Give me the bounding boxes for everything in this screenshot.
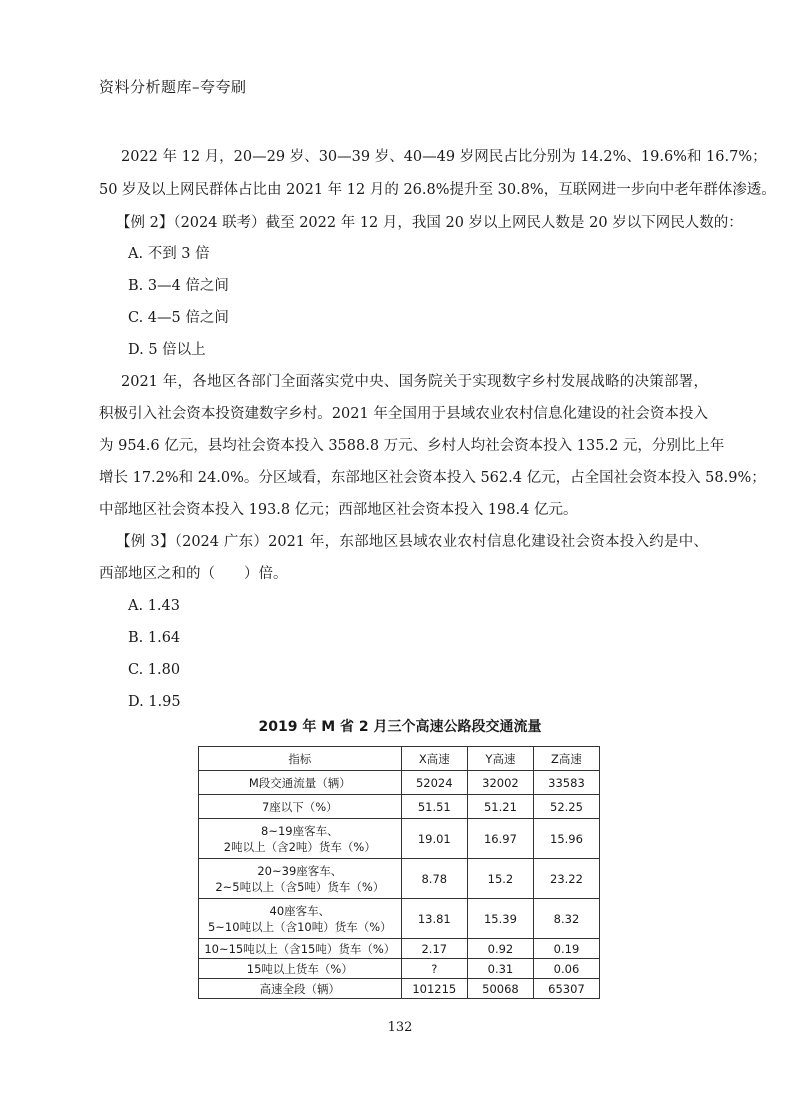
table-row-label-line: 2~5吨以上（含5吨）货车（%） bbox=[215, 879, 385, 894]
table-cell-x: 19.01 bbox=[401, 819, 467, 859]
traffic-flow-table bbox=[198, 746, 600, 999]
example3-option-a: A. 1.43 bbox=[128, 598, 180, 614]
table-cell-y: 0.31 bbox=[467, 959, 533, 979]
example2-option-a: A. 不到 3 倍 bbox=[128, 246, 210, 262]
table-cell-y: 15.39 bbox=[467, 899, 533, 939]
table-row-label bbox=[199, 859, 402, 899]
example2-option-d: D. 5 倍以上 bbox=[128, 342, 206, 358]
table-cell-z: 33583 bbox=[533, 771, 599, 795]
example2-option-b: B. 3—4 倍之间 bbox=[128, 278, 229, 294]
table-cell-x: 52024 bbox=[401, 771, 467, 795]
table-header-cell: Z高速 bbox=[533, 747, 599, 771]
passage2-line2: 积极引入社会资本投资建数字乡村。2021 年全国用于县域农业农村信息化建设的社会资本投入 bbox=[99, 406, 708, 422]
table-row-label: 7座以下（%） bbox=[199, 795, 402, 819]
table-row bbox=[199, 819, 600, 859]
table-row-label-line: 2吨以上（含2吨）货车（%） bbox=[223, 839, 376, 854]
example3-option-d: D. 1.95 bbox=[128, 694, 181, 710]
passage1-line1: 2022 年 12 月，20—29 岁、30—39 岁、40—49 岁网民占比分别为 14.2%、19.6%和 16.7%； bbox=[121, 149, 767, 165]
table-row bbox=[199, 771, 600, 795]
table-row-label bbox=[199, 819, 402, 859]
table-header-cell: 指标 bbox=[199, 747, 402, 771]
passage2-line3: 为 954.6 亿元，县均社会资本投入 3588.8 万元、乡村人均社会资本投入 135.2 元，分别比上年 bbox=[99, 438, 725, 454]
table-cell-x: 51.51 bbox=[401, 795, 467, 819]
table-cell-z: 8.32 bbox=[533, 899, 599, 939]
table-row-label: M段交通流量（辆） bbox=[199, 771, 402, 795]
table-row-label: 15吨以上货车（%） bbox=[199, 959, 402, 979]
table-cell-y: 15.2 bbox=[467, 859, 533, 899]
table-cell-x: ? bbox=[401, 959, 467, 979]
table-row bbox=[199, 939, 600, 959]
table-header-row bbox=[199, 747, 600, 771]
table-row-label bbox=[199, 899, 402, 939]
table-cell-y: 16.97 bbox=[467, 819, 533, 859]
table-cell-y: 0.92 bbox=[467, 939, 533, 959]
example3-option-c: C. 1.80 bbox=[128, 662, 181, 678]
example3-question-line1: 【例 3】（2024 广东）2021 年，东部地区县域农业农村信息化建设社会资本投入约是中、 bbox=[116, 534, 708, 550]
table-cell-y: 50068 bbox=[467, 979, 533, 999]
table-cell-x: 101215 bbox=[401, 979, 467, 999]
table-cell-z: 0.06 bbox=[533, 959, 599, 979]
table-cell-x: 13.81 bbox=[401, 899, 467, 939]
table-row bbox=[199, 979, 600, 999]
table-row-label-line: 8~19座客车、 bbox=[261, 823, 339, 838]
table-row bbox=[199, 795, 600, 819]
table-cell-z: 52.25 bbox=[533, 795, 599, 819]
table-row-label-line: 5~10吨以上（含10吨）货车（%） bbox=[207, 919, 392, 934]
table-header-cell: Y高速 bbox=[467, 747, 533, 771]
table-cell-x: 2.17 bbox=[401, 939, 467, 959]
table-cell-y: 32002 bbox=[467, 771, 533, 795]
table-cell-z: 0.19 bbox=[533, 939, 599, 959]
table-cell-z: 15.96 bbox=[533, 819, 599, 859]
passage2-line5: 中部地区社会资本投入 193.8 亿元；西部地区社会资本投入 198.4 亿元。 bbox=[99, 502, 578, 518]
table-header-cell: X高速 bbox=[401, 747, 467, 771]
table-row bbox=[199, 859, 600, 899]
example3-question-line2: 西部地区之和的（ ）倍。 bbox=[99, 566, 288, 582]
table-cell-x: 8.78 bbox=[401, 859, 467, 899]
page-header-title: 资料分析题库–夸夸刷 bbox=[99, 78, 247, 96]
table-row-label: 10~15吨以上（含15吨）货车（%） bbox=[199, 939, 402, 959]
passage1-line2: 50 岁及以上网民群体占比由 2021 年 12 月的 26.8%提升至 30.8%，互联网进一步向中老年群体渗透。 bbox=[99, 182, 776, 198]
table-row-label: 高速全段（辆） bbox=[199, 979, 402, 999]
example2-question: 【例 2】（2024 联考）截至 2022 年 12 月，我国 20 岁以上网民人数是 20 岁以下网民人数的： bbox=[116, 215, 743, 231]
example3-option-b: B. 1.64 bbox=[128, 630, 181, 646]
table-cell-z: 65307 bbox=[533, 979, 599, 999]
table-row bbox=[199, 959, 600, 979]
table-cell-y: 51.21 bbox=[467, 795, 533, 819]
passage2-line1: 2021 年，各地区各部门全面落实党中央、国务院关于实现数字乡村发展战略的决策部署， bbox=[121, 374, 708, 390]
table-title: 2019 年 M 省 2 月三个高速公路段交通流量 bbox=[258, 719, 542, 735]
passage2-line4: 增长 17.2%和 24.0%。分区域看，东部地区社会资本投入 562.4 亿元，占全国社会资本投入 58.9%； bbox=[99, 470, 766, 486]
table-row bbox=[199, 899, 600, 939]
page-number: 132 bbox=[387, 1020, 413, 1035]
table-row-label-line: 40座客车、 bbox=[269, 903, 331, 918]
table-cell-z: 23.22 bbox=[533, 859, 599, 899]
example2-option-c: C. 4—5 倍之间 bbox=[128, 310, 229, 326]
table-row-label-line: 20~39座客车、 bbox=[257, 863, 343, 878]
